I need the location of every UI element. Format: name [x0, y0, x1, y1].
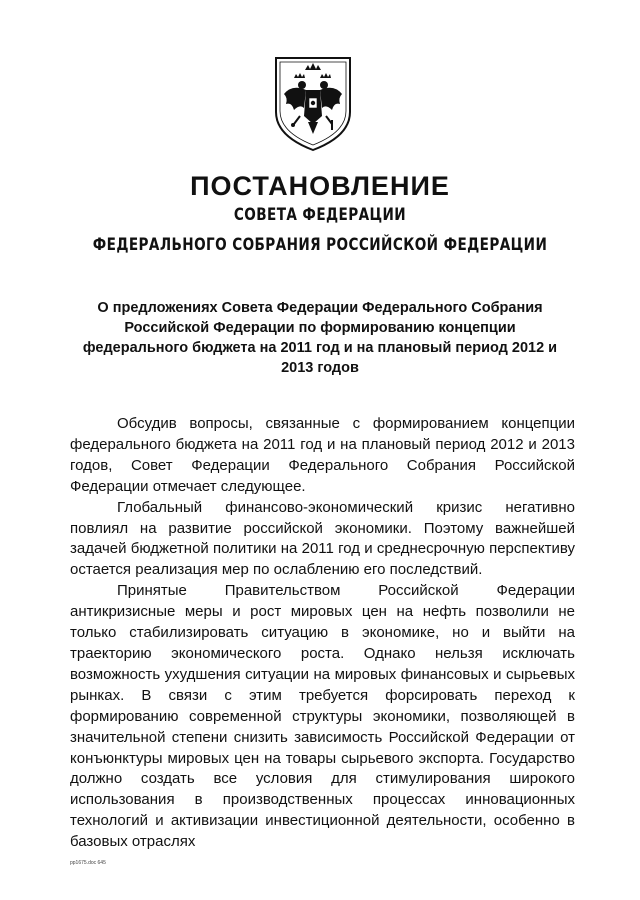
document-body — [70, 414, 575, 853]
body-paragraph: Принятые Правительством Российской Федерации антикризисные меры и рост мировых цен на нефть позволили не только стабилизировать ситуацию в экономике, но и выйти на траекторию экономического роста. Однако нельзя исключать возможность ухудшения ситуации на мировых финансовых и сырьевых рынках. В связи с этим требуется форсировать переход к формированию современной структуры экономики, позволяющей в значительной степени снизить зависимость Российской Федерации от конъюнктуры мировых цен на товары сырьевого экспорта. Государство должно создать все условия для стимулирования широкого использования в производственных процессах инновационных технологий и активизации инвестиционной деятельности, особенно в базовых отраслях — [70, 582, 575, 851]
body-paragraph: Обсудив вопросы, связанные с формированием концепции федерального бюджета на 2011 год и на плановый период 2012 и 2013 годов, Совет Федерации Федерального Собрания Российской Федерации отмечает следующее. — [70, 415, 575, 495]
issuer-line-2: ФЕДЕРАЛЬНОГО СОБРАНИЯ РОССИЙСКОЙ ФЕДЕРАЦИИ — [92, 235, 548, 255]
file-reference: pp1675.doc 645 — [70, 860, 106, 866]
coat-of-arms-emblem — [272, 54, 354, 154]
issuer-line-1: СОВЕТА ФЕДЕРАЦИИ — [233, 205, 407, 225]
document-title: ПОСТАНОВЛЕНИЕ — [190, 171, 450, 201]
body-paragraph: Глобальный финансово-экономический кризис негативно повлиял на развитие российской экономики. Поэтому важнейшей задачей бюджетной политики на 2011 год и среднесрочную перспективу остается реализация мер по ослаблению его последствий. — [70, 498, 575, 579]
resolution-heading: О предложениях Совета Федерации Федерального Собрания Российской Федерации по формированию концепции федерального бюджета на 2011 год и на плановый период 2012 и 2013 годов — [82, 300, 558, 376]
double-headed-eagle-icon — [272, 54, 354, 154]
